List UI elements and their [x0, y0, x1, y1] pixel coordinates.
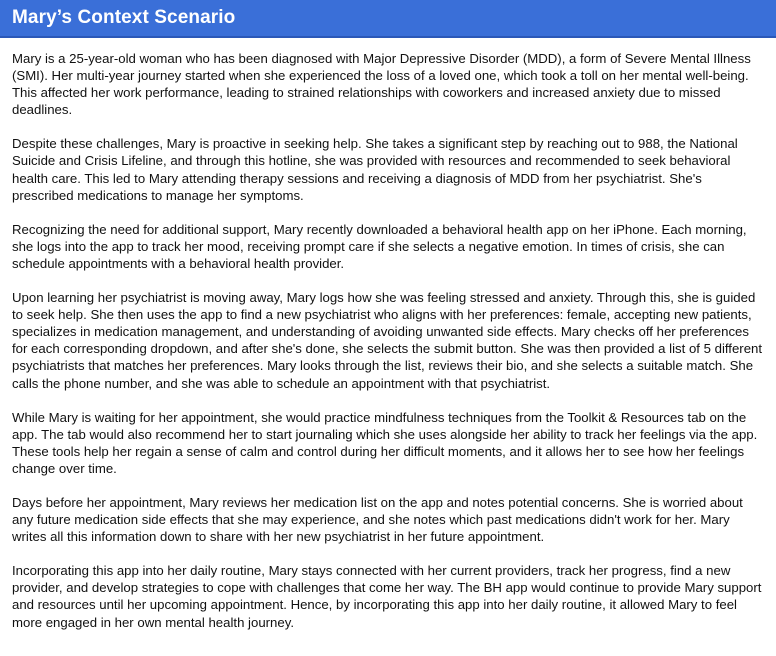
paragraph-seeking-help: Despite these challenges, Mary is proactive in seeking help. She takes a significant step by reaching out to 988, the National Suicide and Crisis Lifeline, and through this hotline, she was provided with resources and recommended to seek behavioral health care. This led to Mary attending therapy sessions and receiving a diagnosis of MDD from her psychiatrist. She's prescribed medications to manage her symptoms.	[12, 136, 738, 203]
paragraph-app-download: Recognizing the need for additional support, Mary recently downloaded a behavioral health app on her iPhone. Each morning, she logs into the app to track her mood, receiving prompt care if she selects a negative emotion. In times of crisis, she can schedule appointments with a behavioral health provider.	[12, 221, 747, 271]
paragraph-diagnosis: Mary is a 25-year-old woman who has been diagnosed with Major Depressive Disorder (MDD), a form of Severe Mental Illness (SMI). Her multi-year journey started when she experienced the loss of a loved one, which took a toll on her mental well-being. This affected her work performance, leading to strained relationships with coworkers and increased anxiety due to missed deadlines.	[12, 51, 751, 118]
paragraph-medication-review: Days before her appointment, Mary reviews her medication list on the app and notes potential concerns. She is worried about any future medication side effects that she may experience, and she notes which past medications didn't work for her. Mary writes all this information down to share with her new psychiatrist in her future appointment.	[12, 494, 743, 545]
paragraph-find-psychiatrist: Upon learning her psychiatrist is moving away, Mary logs how she was feeling stressed and anxiety. Through this, she is guided to seek help. She then uses the app to find a new psychiatrist who aligns with her preferences: female, accepting new patients, specializes in medication management, and understanding of avoiding unwanted side effects. Mary checks off her preferences for each corresponding dropdown, and after she's done, she selects the submit button. She was then provided a list of 5 different psychiatrists that matches her preferences. Mary looks through the list, reviews their bio, and she selects a suitable match. She calls the phone number, and she was able to schedule an appointment with that psychiatrist.	[12, 290, 763, 391]
page-title: Mary’s Context Scenario	[12, 7, 236, 28]
paragraph-mindfulness: While Mary is waiting for her appointment, she would practice mindfulness techniques from the Toolkit & Resources tab on the app. The tab would also recommend her to start journaling which she uses alongside her ability to track her feelings via the app. These tools help her regain a sense of calm and control during her difficult moments, and it allows her to see how her feelings change over time.	[12, 409, 758, 476]
paragraph-conclusion: Incorporating this app into her daily routine, Mary stays connected with her current providers, track her progress, find a new provider, and develop strategies to cope with challenges that come her way. The BH app would continue to provide Mary support and resources until her upcoming appointment. Hence, by incorporating this app into her daily routine, it allowed Mary to feel more engaged in her own mental health journey.	[12, 563, 762, 630]
scenario-body	[0, 38, 776, 631]
header-bar	[0, 0, 776, 38]
